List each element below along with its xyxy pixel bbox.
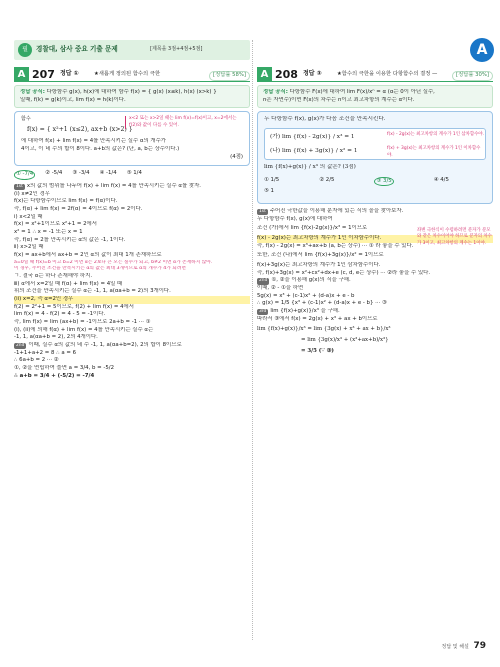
sol-line: (ii) x=2, 즉 α=2인 경우 — [14, 296, 250, 304]
side-note: x<2 또는 x>2일 때는 lim f(x)=f(x)이고, x=2에서는 f(2)와 값이 다를 수 있어. — [125, 116, 243, 129]
problem-topic: ★함수의 극한을 이용한 다항함수의 결정 — — [337, 71, 438, 77]
sol-line: f(x) = x²+1이므로 x²+1 = 2에서 — [14, 221, 97, 228]
problem-208 — [257, 67, 493, 358]
answer-choices — [264, 177, 486, 196]
problem-line-2: 4이고, 이 네 수의 합이 8이다. a+b의 값은? (단, a, b는 상수이다.) — [21, 145, 180, 152]
answer-label: 정답 ① — [60, 70, 79, 77]
sol-line: 즉, f(x) - 2g(x) = x³+ax+b (a, b는 상수) ··· ① 라 놓을 수 있다. — [257, 242, 414, 249]
solution-207 — [14, 183, 250, 380]
step-tag: 2nd — [259, 278, 268, 284]
sol-line: 즉, lim f(x) = lim (ax+b) = -1이므로 2a+b = -1 ··· ① — [14, 319, 151, 326]
problem-intro: 두 다항함수 f(x), g(x)가 다음 조건을 만족시킨다. — [264, 116, 386, 123]
concept-text-1: 다항함수 g(x), h(x)에 대하여 함수 f(x) = { g(x) (x≤k), h(x) (x>k) } — [46, 89, 217, 95]
choice-2[interactable]: ② -5/4 — [45, 170, 63, 177]
footer-section: 정답 및 해설 — [441, 644, 469, 651]
question: lim {f(x)+g(x)} / x³ 의 값은? (3점) — [264, 163, 356, 170]
concept-box — [257, 85, 493, 108]
sol-line: 위의 조건을 만족시키는 실수 α는 -1, 1, a(αa+b = 2)의 3개이다. — [14, 288, 171, 295]
section-header — [14, 40, 250, 60]
concept-box — [14, 85, 250, 108]
step-tag: 1st — [16, 183, 23, 189]
sol-line: x² = 1 ∴ x = -1 또는 x = 1 — [14, 228, 83, 235]
condition-note-2: f(x) + 3g(x)는 최고차항의 계수가 1인 이차함수야. — [387, 146, 481, 158]
sol-line: ∴ g(x) = 1/5 {x³ + (c-1)x² + (d-a)x + e - b} ··· ③ — [257, 300, 387, 307]
problem-207 — [14, 67, 250, 380]
correct-rate: [정답률 30%] — [452, 71, 493, 81]
section-tag: 필 — [18, 43, 32, 57]
sol-line: ⅰ) x<2일 때 — [14, 213, 43, 220]
problem-statement: 함수 f(x) = { x²+1 (x≤2), ax+b (x>2) } 에 대하여 f(x) + lim f(x) = 4를 만족시키는 실수 α의 개수가 4이고, 이 네 수의 합이 8이다. a+b의 값은? (단, a, b는 상수이다.) (4점) x<2 또는 x>2일 때는 lim f(x)=f(x)이고, x=2에서는 f(2)와 값이 다를 수 있어. — [14, 111, 250, 166]
sol-line: lim {f(x)+g(x)}/x³ = lim {3g(x) + x³ + ax + b}/x³ — [257, 326, 391, 333]
page-number: 79 — [473, 641, 486, 652]
sol-line: (i) x≠2인 경우 — [14, 190, 50, 197]
sol-line: = lim {3g(x)/x³ + (x³+ax+b)/x³} — [301, 337, 389, 344]
sol-line: 조건 (가)에서 lim {f(x)-2g(x)}/x³ = 1이므로 — [257, 225, 368, 232]
sol-line: ∴ 6a+b = 2 ··· ② — [14, 357, 59, 364]
page-footer — [442, 640, 486, 653]
sol-line: f(x)는 다항함수이므로 lim f(x) = f(α)이다. — [14, 198, 118, 205]
choice-1[interactable]: ① 1/5 — [264, 176, 280, 183]
choice-5[interactable]: ⑤ 1/4 — [126, 170, 142, 177]
problem-208-header — [257, 67, 493, 82]
sol-line: 따라서 ③에서 f(x) = 2g(x) + x³ + ax + b이므로 — [257, 315, 378, 322]
column-divider — [252, 40, 253, 640]
answer-icon: A — [257, 67, 272, 82]
step-tag: 3rd — [259, 309, 267, 315]
problem-points: (4점) — [230, 153, 243, 160]
sol-line: 또한, 조건 (나)에서 lim {f(x)+3g(x)}/x² = 1이므로 — [257, 252, 384, 259]
sol-line: -1, 1, a(αa+b = 2), 2의 4개이다. — [14, 334, 98, 341]
sol-line: (i), (ii)에 의해 f(α) + lim f(x) = 4를 만족시키는 실수 α는 — [14, 326, 154, 333]
concept-label: 정답 공식: — [263, 89, 288, 95]
answer-label: 정답 ③ — [303, 70, 322, 77]
conditions-box — [264, 128, 486, 159]
choice-3[interactable]: ③ 3/5 — [374, 177, 393, 187]
final-answer: ∴ a+b = 3/4 + (-5/2) = -7/4 — [14, 372, 95, 379]
answer-icon: A — [14, 67, 29, 82]
sol-line: f(2) = 2²+1 = 5이므로, f(2) + lim f(x) = 4에서 — [14, 303, 134, 310]
sol-note: 이 경우, 주어진 조건을 만족시키는 α의 값은 최대 3개이므로 α의 개수가 4가 되려면 — [14, 266, 186, 272]
sol-line: lim {f(x)+g(x)}/x³ 을 구해. — [270, 308, 340, 315]
section-subtitle: [제목을 3점+4점+5점] — [150, 46, 203, 52]
problem-statement — [257, 111, 493, 204]
choice-4[interactable]: ④ -1/4 — [99, 170, 117, 177]
section-title: 경찰대, 삼사 중요 기출 문제 — [36, 45, 118, 53]
answer-choices — [14, 170, 250, 180]
choice-4[interactable]: ④ 4/5 — [433, 176, 449, 183]
problem-topic: ★새롭게 정의된 함수의 극한 — [94, 71, 161, 77]
sol-line: 이때, ② - ①을 하면 — [257, 285, 304, 292]
problem-number: 208 — [275, 68, 298, 81]
sol-line: lim f(x) = 4 - f(2) = 4 - 5 = -1이다. — [14, 311, 106, 318]
sol-line: ①, ②을 이용해 g(x)의 식을 구해. — [271, 277, 351, 284]
sol-line: -1+1+a+2 = 8 ∴ a = 6 — [14, 349, 76, 356]
sol-line: 이때, 실수 α의 값의 네 수 -1, 1, a(αa+b=2), 2의 합이 8이므로 — [28, 342, 182, 349]
sol-line: ㄱ. 결국 α는 하나 존재해야 하지. — [14, 272, 93, 279]
sol-line: 즉, f(α) = 2를 만족시키는 α의 값은 -1, 1이다. — [14, 236, 126, 243]
concept-text-1: 다항함수 F(x)에 대하여 lim F(x)/xⁿ = α (α는 0이 아닌 실수, — [289, 89, 435, 95]
condition-note-1: f(x) - 2g(x)는 최고차항의 계수가 1인 삼차함수야. — [387, 132, 484, 138]
sol-line: 즉, f(α) + lim f(x) = 2f(α) = 4이므로 f(α) = 2이다. — [14, 205, 143, 212]
side-note: 좌변 극한식이 수렴하려면 분자가 분모와 같은 차수이어야 하므로 분자의 차수가 3이고, 최고차항의 계수는 1이야. — [417, 228, 492, 246]
sol-line: f(x)+3g(x)는 최고차항의 계수가 1인 삼차함수이다. — [257, 262, 381, 269]
answer-section-badge: A — [470, 38, 494, 62]
choice-5[interactable]: ⑤ 1 — [264, 188, 274, 195]
sol-line: ⅱ) x>2일 때 — [14, 244, 44, 251]
sol-line: f(x) - 2g(x)는 최고차항의 계수가 1인 이차함수이다. — [257, 235, 493, 243]
sol-line: ①, ②을 연립하여 풀면 a = 3/4, b = -5/2 — [14, 365, 115, 372]
condition-a: (가) lim {f(x) - 2g(x)} / x³ = 1 — [270, 134, 355, 141]
problem-line-1: 에 대하여 f(x) + lim f(x) = 4를 만족시키는 실수 α의 개수가 — [21, 138, 167, 145]
final-answer: = 3/5 (∵ ③) — [301, 347, 334, 354]
sol-line: 즉, f(x)+3g(x) = x²+cx²+dx+e (c, d, e는 상수) ··· ②라 놓을 수 있다. — [257, 269, 431, 276]
sol-line: f(x) = ax+b에서 ax+b = 2인 α의 값이 최대 1개 존재하므로 — [14, 251, 162, 258]
sol-note: a=0일 때 f(x)=b 이고 b=2 이면 α는 2보다 큰 모든 실수가 되고, b≠2 이면 α가 존재하지 않아. — [14, 259, 213, 265]
solution-208 — [257, 208, 493, 355]
step-tag: 1st — [259, 209, 266, 214]
choice-2[interactable]: ② 2/5 — [319, 176, 335, 183]
piecewise-function: f(x) = { x²+1 (x≤2), ax+b (x>2) } — [27, 126, 133, 134]
condition-b: (나) lim {f(x) + 3g(x)} / x² = 1 — [270, 147, 358, 154]
sol-line: 두 다항함수 f(x), g(x)에 대하여 — [257, 215, 333, 222]
step-tag: 2nd — [16, 343, 25, 349]
choice-1[interactable]: ① -7/4 — [14, 170, 35, 180]
concept-text-2: n은 자연수)이면 F(x)의 차수는 n이고 최고차항의 계수는 α이다. — [263, 96, 415, 103]
choice-3[interactable]: ③ -3/4 — [72, 170, 90, 177]
problem-207-header — [14, 67, 250, 82]
sol-line: 주어진 극한값을 이용해 분자에 있는 식의 꼴을 찾아보자. — [269, 208, 404, 214]
sol-line: x의 값의 범위를 나누어 f(x) + lim f(x) = 4를 만족시키는 실수 α를 찾자. — [26, 182, 201, 189]
sol-line: 5g(x) = x³ + (c-1)x² + (d-a)x + e - b — [257, 292, 355, 299]
concept-label: 정답 공식: — [20, 89, 45, 95]
sol-line: ⅲ) α에서 x=2일 때 f(α) + lim f(x) = 4일 때 — [14, 280, 123, 287]
concept-text-2: 일때, f(k) = g(k)이고, lim f(x) = h(k)이다. — [20, 96, 126, 103]
correct-rate: [정답률 58%] — [209, 71, 250, 81]
problem-number: 207 — [32, 68, 55, 81]
